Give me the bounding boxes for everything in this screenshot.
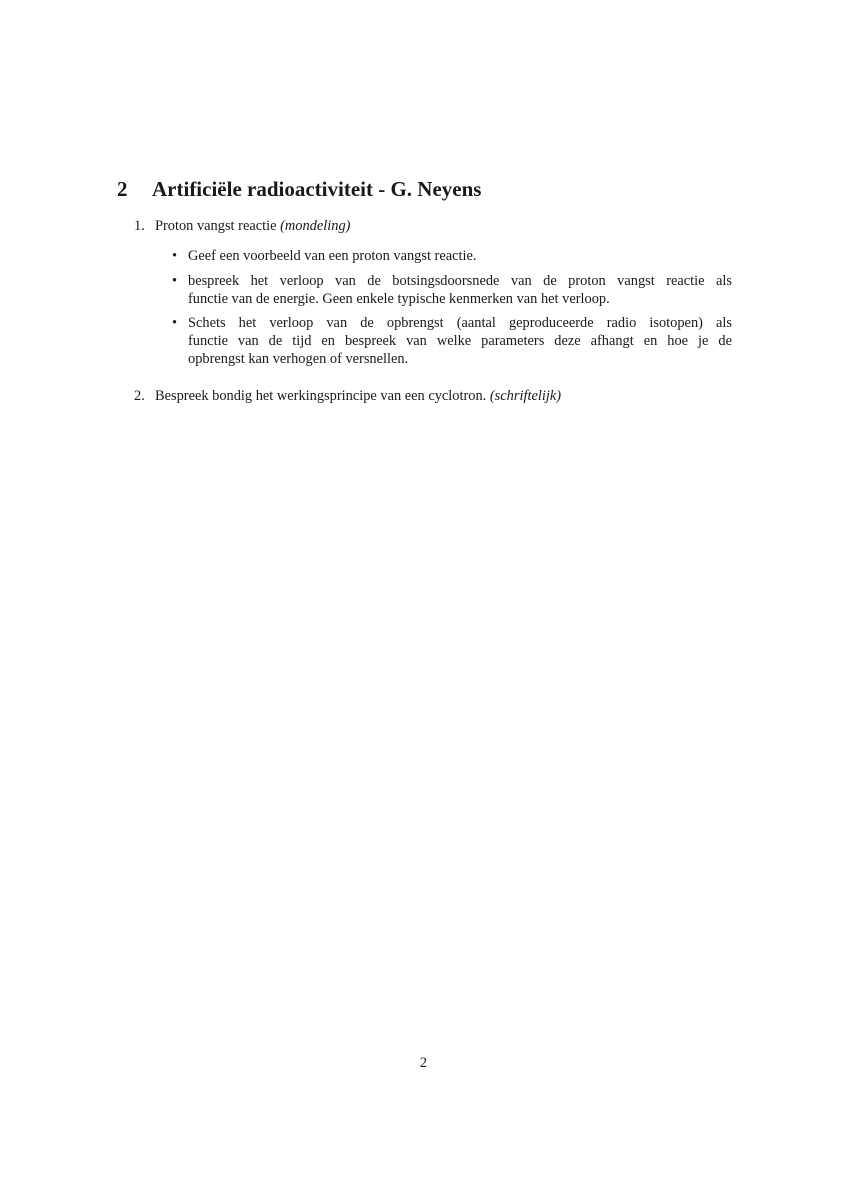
item-number: 1. (134, 218, 145, 234)
item-text: Proton vangst reactie (155, 218, 277, 234)
bullet-icon: • (172, 315, 178, 332)
section-heading (117, 176, 481, 202)
bullet-line: functie van de tijd en bespreek van welke parameters deze afhangt en hoe je de (188, 333, 732, 350)
bullet-line: bespreek het verloop van de botsingsdoorsnede van de proton vangst reactie als (188, 272, 732, 289)
list-item (134, 218, 755, 236)
list-item (134, 388, 755, 406)
item-note: (mondeling) (280, 218, 351, 234)
item-text: Bespreek bondig het werkingsprincipe van een cyclotron. (155, 388, 487, 404)
bullet-line: functie van de energie. Geen enkele typische kenmerken van het verloop. (188, 290, 610, 307)
item-number: 2. (134, 388, 145, 404)
bullet-icon: • (172, 272, 178, 289)
page-number: 2 (419, 1055, 428, 1071)
bullet-line: Geef een voorbeeld van een proton vangst reactie. (188, 248, 477, 264)
bullet-list (172, 248, 732, 376)
bullet-item (172, 248, 732, 266)
bullet-line: opbrengst kan verhogen of versnellen. (188, 350, 409, 367)
item-note: (schriftelijk) (489, 388, 562, 404)
section-title-text: Artificiële radioactiviteit - G. Neyens (152, 177, 482, 201)
bullet-line: Schets het verloop van de opbrengst (aantal geproduceerde radio isotopen) als (188, 315, 732, 332)
section-number: 2 (117, 177, 128, 201)
bullet-item (172, 273, 732, 309)
bullet-icon: • (172, 248, 178, 264)
bullet-item (172, 315, 732, 368)
